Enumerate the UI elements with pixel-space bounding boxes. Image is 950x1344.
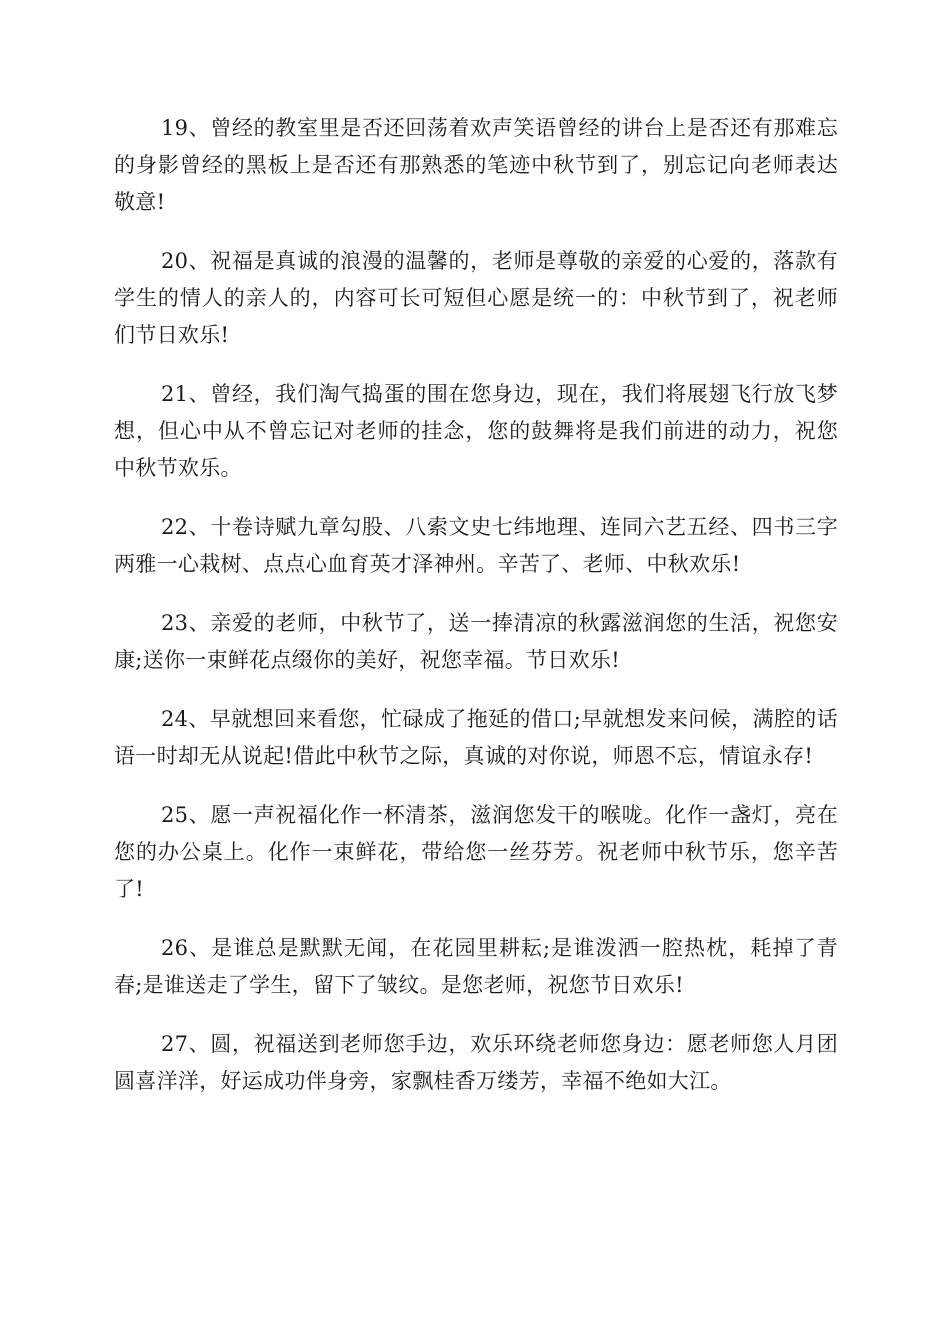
paragraph-23: 23、亲爱的老师，中秋节了，送一捧清凉的秋露滋润您的生活，祝您安康;送你一束鲜花点缀你的美好，祝您幸福。节日欢乐! xyxy=(114,611,838,672)
paragraph-22: 22、十卷诗赋九章勾股、八索文史七纬地理、连同六艺五经、四书三字两雅一心栽树、点点心血育英才泽神州。辛苦了、老师、中秋欢乐! xyxy=(114,515,838,576)
paragraph-26: 26、是谁总是默默无闻，在花园里耕耘;是谁泼洒一腔热枕，耗掉了青春;是谁送走了学生，留下了皱纹。是您老师，祝您节日欢乐! xyxy=(114,936,838,997)
paragraph-21: 21、曾经，我们淘气捣蛋的围在您身边，现在，我们将展翅飞行放飞梦想，但心中从不曾忘记对老师的挂念，您的鼓舞将是我们前进的动力，祝您中秋节欢乐。 xyxy=(114,382,838,480)
paragraph-25: 25、愿一声祝福化作一杯清茶，滋润您发干的喉咙。化作一盏灯，亮在您的办公桌上。化作一束鲜花，带给您一丝芬芳。祝老师中秋节乐，您辛苦了! xyxy=(114,803,838,901)
paragraph-20: 20、祝福是真诚的浪漫的温馨的，老师是尊敬的亲爱的心爱的，落款有学生的情人的亲人的，内容可长可短但心愿是统一的：中秋节到了，祝老师们节日欢乐! xyxy=(114,249,838,347)
paragraph-24: 24、早就想回来看您，忙碌成了拖延的借口;早就想发来问候，满腔的话语一时却无从说起!借此中秋节之际，真诚的对你说，师恩不忘，情谊永存! xyxy=(114,707,838,768)
paragraph-19: 19、曾经的教室里是否还回荡着欢声笑语曾经的讲台上是否还有那难忘的身影曾经的黑板上是否还有那熟悉的笔迹中秋节到了，别忘记向老师表达敬意! xyxy=(114,116,838,214)
paragraph-27: 27、圆，祝福送到老师您手边，欢乐环绕老师您身边：愿老师您人月团圆喜洋洋，好运成功伴身旁，家飘桂香万缕芳，幸福不绝如大江。 xyxy=(114,1032,838,1093)
document-body xyxy=(114,110,838,1122)
